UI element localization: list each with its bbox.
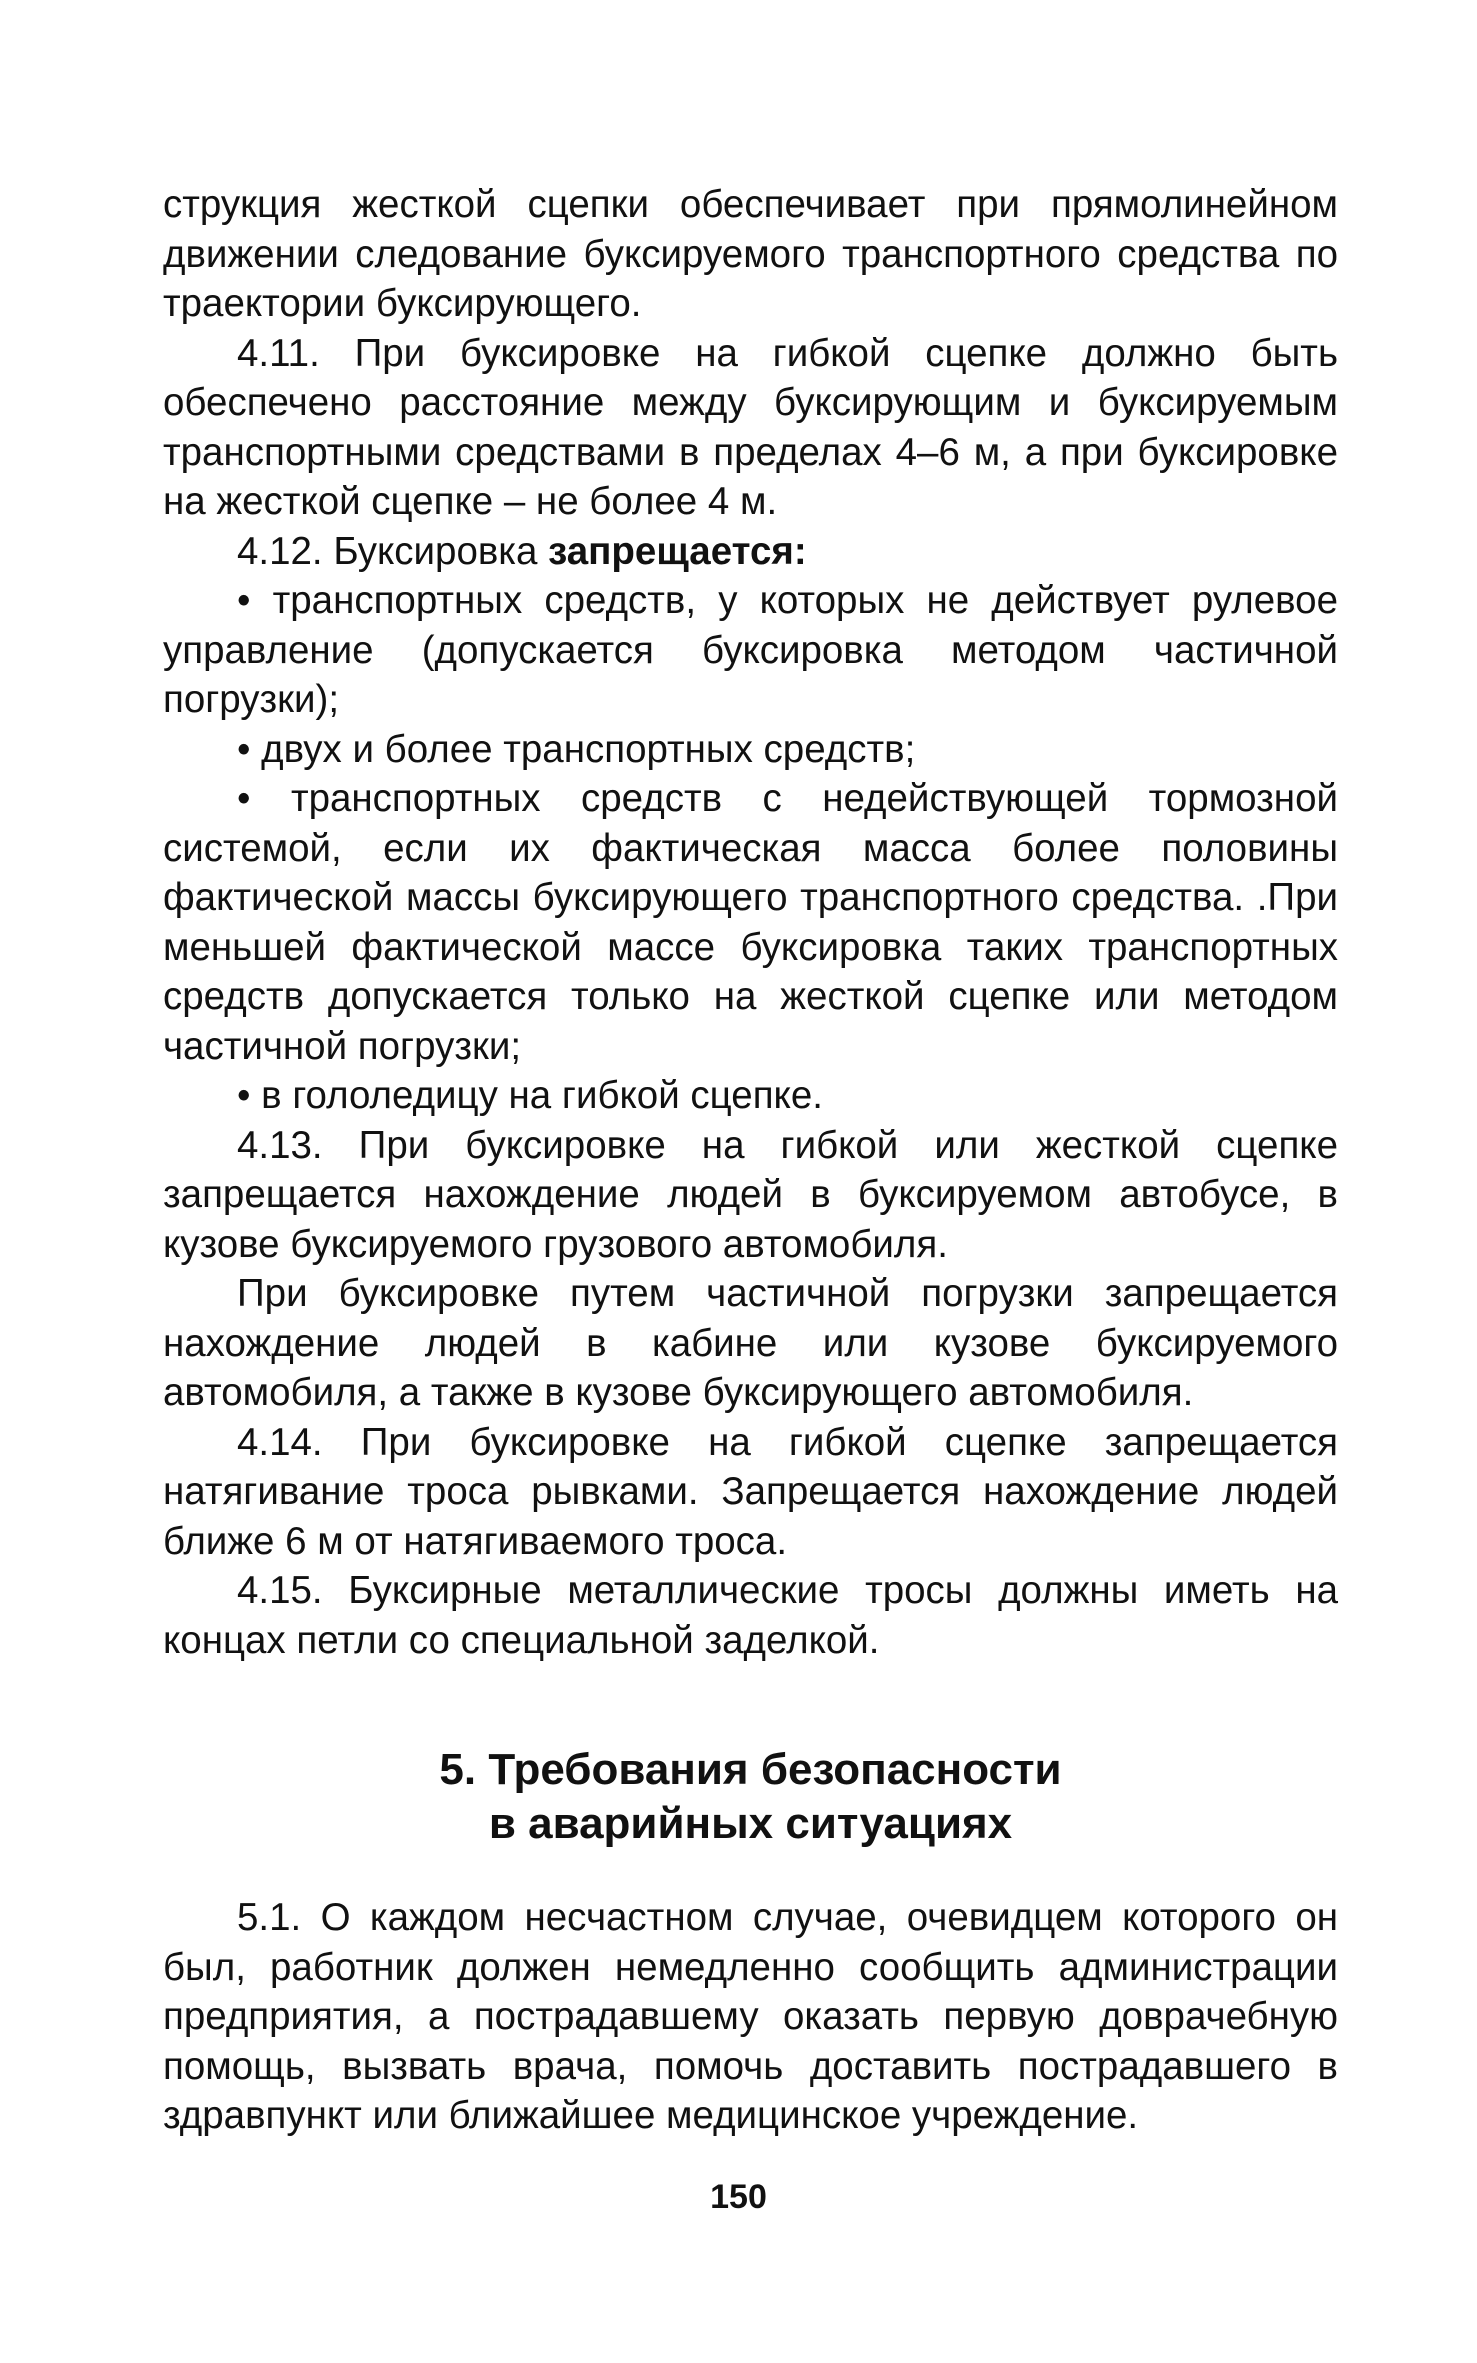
paragraph-4-13: 4.13. При буксировке на гибкой или жесткой сцепке запрещается нахождение людей в буксируемом автобусе, в кузове буксируемого грузового автомобиля. (163, 1123, 1338, 1266)
page-number: 150 (710, 2178, 767, 2216)
section-heading-line2: в аварийных ситуациях (488, 1799, 1013, 1848)
paragraph-4-12-prefix: 4.12. Буксировка (237, 529, 549, 573)
paragraph-4-15: 4.15. Буксирные металлические тросы должны иметь на концах петли со специальной заделкой. (163, 1569, 1338, 1662)
section-heading-line1: 5. Требования безопасности (439, 1745, 1062, 1794)
section-body (163, 1893, 1338, 2141)
bullet-two-or-more: • двух и более транспортных средств; (237, 727, 916, 771)
bullet-steering: • транспортных средств, у которых не действует рулевое управление (допускается буксировка методом частичной погрузки); (163, 579, 1338, 721)
paragraph-4-12 (163, 527, 1338, 577)
paragraph-5-1: 5.1. О каждом несчастном случае, очевидцем которого он был, работник должен немедленно сообщить администрации предприятия, а пострадавшему оказать первую доврачебную помощь, вызвать врача, помочь доставить пострадавшего в здравпункт или ближайшее медицинское учреждение. (163, 1896, 1338, 2137)
paragraph-4-12-bold: запрещается: (548, 529, 807, 573)
paragraph-partial-loading: При буксировке путем частичной погрузки запрещается нахождение людей в кабине или кузове буксируемого автомобиля, а также в кузове буксирующего автомобиля. (163, 1272, 1338, 1414)
paragraph-4-11: 4.11. При буксировке на гибкой сцепке должно быть обеспечено расстояние между буксирующим и буксируемым транспортными средствами в пределах 4–6 м, а при буксировке на жесткой сцепке – не более 4 м. (163, 331, 1338, 523)
paragraph-continuation: струкция жесткой сцепки обеспечивает при прямолинейном движении следование буксируемого транспортного средства по траектории буксирующего. (163, 183, 1338, 325)
body-text (163, 180, 1338, 1665)
paragraph-4-14: 4.14. При буксировке на гибкой сцепке запрещается натягивание троса рывками. Запрещается нахождение людей ближе 6 м от натягиваемого троса. (163, 1420, 1338, 1563)
bullet-ice: • в гололедицу на гибкой сцепке. (237, 1074, 823, 1117)
bullet-brakes: • транспортных средств с недействующей тормозной системой, если их фактическая масса более половины фактической массы буксирующего транспортного средства. .При меньшей фактической массе буксировка таких транспортных средств допускается только на жесткой сцепке или методом частичной погрузки; (163, 777, 1338, 1068)
page-content (163, 180, 1338, 2141)
section-heading (163, 1743, 1338, 1851)
